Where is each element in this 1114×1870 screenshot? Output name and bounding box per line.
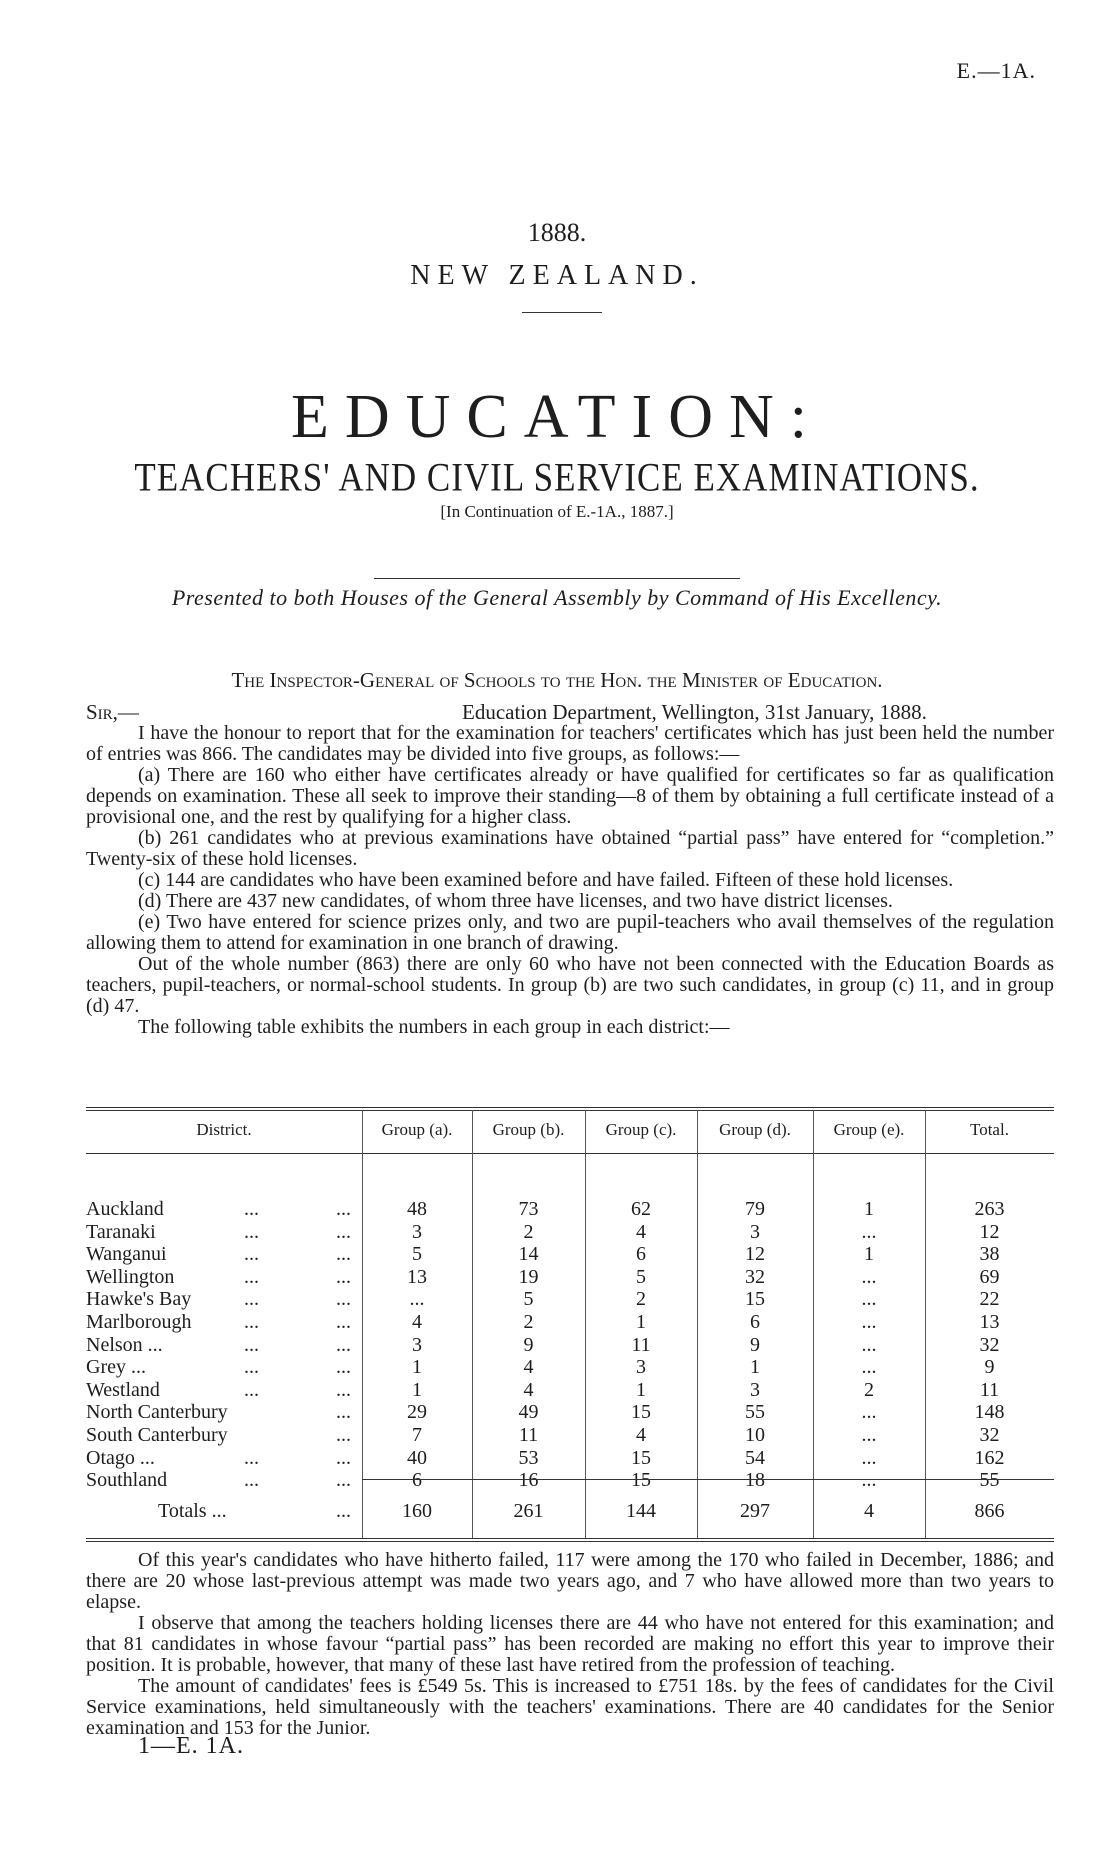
letter-body-continued (86, 1550, 1054, 1739)
column-header-group-a: Group (a). (381, 1120, 453, 1139)
column-header-group-d: Group (d). (719, 1120, 791, 1139)
paragraph: (d) There are 437 new candidates, of whom three have licenses, and two have district licenses. (138, 890, 893, 912)
value-cell-b: 9 (523, 1333, 534, 1356)
leader-dots: ... (336, 1198, 351, 1220)
value-cell-b: 14 (518, 1243, 539, 1266)
leader-dots: ... (336, 1446, 351, 1469)
paragraph: (e) Two have entered for science prizes only, and two are pupil-teachers who avail themselves of the regulation allowing them to attend for examination in one branch of drawing. (86, 911, 1054, 954)
leader-dots: ... (244, 1356, 259, 1379)
value-cell-c: 15 (631, 1469, 651, 1492)
value-cell-e: ... (861, 1288, 877, 1311)
value-cell-e: ... (861, 1265, 877, 1288)
table-row (86, 1424, 1054, 1446)
table-rule (86, 1538, 1054, 1539)
value-cell-e: ... (861, 1446, 877, 1469)
value-cell-a: 3 (412, 1220, 422, 1243)
document-year: 1888. (527, 218, 587, 247)
district-cell: Nelson ... (86, 1333, 163, 1356)
totals-row (86, 1500, 1054, 1522)
value-cell-total: 69 (979, 1265, 1000, 1288)
district-cell: Hawke's Bay (86, 1288, 192, 1311)
column-header-group-b: Group (b). (492, 1120, 565, 1139)
value-cell-b: 4 (523, 1378, 534, 1401)
document-title: EDUCATION: (291, 383, 823, 451)
district-cell: Westland (86, 1378, 160, 1401)
value-cell-a: 29 (407, 1401, 427, 1424)
value-cell-d: 55 (745, 1401, 765, 1424)
value-cell-total: 12 (979, 1220, 1000, 1243)
continuation-note: [In Continuation of E.-1A., 1887.] (440, 502, 674, 521)
table-row (86, 1356, 1054, 1378)
value-cell-c: 4 (636, 1424, 646, 1446)
value-cell-a: 40 (407, 1446, 427, 1469)
dateline: Education Department, Wellington, 31st January, 1888. (462, 700, 927, 724)
value-cell-total: 148 (974, 1401, 1005, 1424)
district-cell: Wellington (86, 1265, 175, 1288)
value-cell-b: 53 (518, 1446, 539, 1469)
value-cell-c: 1 (636, 1311, 646, 1333)
footer-page-ref: 1—E. 1A. (138, 1733, 244, 1759)
leader-dots: ... (244, 1446, 259, 1469)
district-cell: Auckland (86, 1198, 164, 1220)
table-row (86, 1469, 1054, 1491)
value-cell-b: 73 (518, 1198, 539, 1220)
district-cell: North Canterbury (86, 1401, 228, 1424)
table-rule (86, 1541, 1054, 1542)
value-cell-b: 16 (518, 1469, 539, 1492)
value-cell-total: 162 (974, 1446, 1005, 1469)
leader-dots: ... (336, 1288, 351, 1311)
table-row (86, 1379, 1054, 1401)
value-cell-a: 7 (412, 1424, 422, 1446)
value-cell-e: ... (861, 1311, 877, 1333)
value-cell-d: 54 (745, 1446, 765, 1469)
value-cell-d: 3 (750, 1378, 760, 1401)
district-cell: South Canterbury (86, 1424, 228, 1446)
column-header-total: Total. (970, 1120, 1009, 1139)
value-cell-e: ... (861, 1424, 877, 1446)
leader-dots: ... (244, 1378, 259, 1401)
value-cell-d: 32 (745, 1265, 765, 1288)
paragraph: The following table exhibits the numbers in each group in each district:— (138, 1016, 730, 1038)
leader-dots: ... (336, 1265, 351, 1288)
value-cell-e: ... (861, 1333, 877, 1356)
table-row (86, 1266, 1054, 1288)
leader-dots: ... (244, 1311, 259, 1333)
table-row (86, 1243, 1054, 1265)
value-cell-d: 15 (745, 1288, 765, 1311)
paragraph: Of this year's candidates who have hitherto failed, 117 were among the 170 who failed in December, 1886; and there are 20 whose last-previous attempt was made two years ago, and 7 who have allowed more than two years to elapse. (86, 1549, 1054, 1613)
document-subtitle: TEACHERS' AND CIVIL SERVICE EXAMINATIONS. (134, 455, 980, 500)
leader-dots: ... (336, 1311, 351, 1333)
divider (374, 578, 740, 579)
value-cell-a: ... (409, 1288, 425, 1311)
total-cell-e: 4 (864, 1500, 874, 1522)
value-cell-c: 15 (631, 1401, 651, 1424)
district-cell: Marlborough (86, 1311, 192, 1333)
paragraph: I observe that among the teachers holding licenses there are 44 who have not entered for this examination; and that 81 candidates in whose favour “partial pass” has been recorded are making no effort this year to improve their position. It is probable, however, that many of these last have retired from the profession of teaching. (86, 1612, 1054, 1676)
value-cell-e: 2 (864, 1378, 874, 1401)
leader-dots: ... (244, 1243, 259, 1266)
value-cell-c: 1 (636, 1378, 646, 1401)
value-cell-a: 5 (412, 1243, 422, 1266)
total-cell-total: 866 (974, 1500, 1005, 1522)
table-rule (86, 1110, 1054, 1111)
value-cell-d: 3 (750, 1220, 760, 1243)
district-cell: Taranaki (86, 1220, 156, 1243)
value-cell-e: ... (861, 1220, 877, 1243)
value-cell-total: 263 (974, 1198, 1005, 1220)
value-cell-c: 3 (636, 1356, 646, 1379)
totals-label: Totals ... (158, 1500, 227, 1522)
value-cell-a: 48 (407, 1198, 427, 1220)
leader-dots: ... (244, 1265, 259, 1288)
table-rule (86, 1107, 1054, 1108)
country-name: NEW ZEALAND. (410, 260, 704, 291)
value-cell-total: 22 (979, 1288, 1000, 1311)
district-cell: Otago ... (86, 1446, 155, 1469)
table-row (86, 1334, 1054, 1356)
leader-dots: ... (244, 1198, 259, 1220)
value-cell-b: 11 (518, 1424, 539, 1446)
column-header-group-c: Group (c). (605, 1120, 677, 1139)
value-cell-total: 32 (979, 1424, 1000, 1446)
value-cell-d: 10 (745, 1424, 765, 1446)
table-row (86, 1447, 1054, 1469)
column-header-district: District. (196, 1120, 252, 1139)
paragraph: Out of the whole number (863) there are only 60 who have not been connected with the Education Boards as teachers, pupil-teachers, or normal-school students. In group (b) are two such candidates, in group (c) 11, and in group (d) 47. (86, 953, 1054, 1017)
table-row (86, 1311, 1054, 1333)
table-row (86, 1198, 1054, 1220)
total-cell-a: 160 (402, 1500, 432, 1522)
district-cell: Wanganui (86, 1243, 167, 1266)
paragraph: (a) There are 160 who either have certificates already or have qualified for certificates so far as qualification depends on examination. These all seek to improve their standing—8 of them by obtaining a full certificate instead of a provisional one, and the rest by qualifying for a higher class. (86, 764, 1054, 828)
value-cell-c: 6 (636, 1243, 646, 1266)
value-cell-c: 11 (631, 1333, 651, 1356)
value-cell-total: 55 (979, 1469, 1000, 1492)
paragraph: The amount of candidates' fees is £549 5s. This is increased to £751 18s. by the fees of candidates for the Civil Service examinations, held simultaneously with the teachers' examinations. There are 40 candidates for the Senior examination and 153 for the Junior. (86, 1675, 1054, 1739)
divider (522, 312, 602, 313)
value-cell-total: 9 (984, 1356, 995, 1379)
district-cell: Southland (86, 1469, 168, 1492)
value-cell-b: 5 (523, 1288, 534, 1311)
value-cell-e: 1 (864, 1198, 874, 1220)
leader-dots: ... (244, 1469, 259, 1492)
table-rule (86, 1153, 1054, 1154)
leader-dots: ... (244, 1333, 259, 1356)
letter-body (86, 723, 1054, 1038)
salutation: Sir,— (86, 700, 139, 724)
value-cell-b: 4 (523, 1356, 534, 1379)
value-cell-total: 13 (979, 1311, 1000, 1333)
value-cell-a: 4 (412, 1311, 422, 1333)
value-cell-d: 12 (745, 1243, 765, 1266)
table-row (86, 1288, 1054, 1310)
value-cell-e: ... (861, 1401, 877, 1424)
value-cell-a: 1 (412, 1356, 422, 1379)
paragraph: (c) 144 are candidates who have been examined before and have failed. Fifteen of these hold licenses. (138, 869, 954, 891)
value-cell-total: 38 (979, 1243, 1000, 1266)
value-cell-b: 49 (518, 1401, 539, 1424)
value-cell-c: 15 (631, 1446, 651, 1469)
value-cell-total: 32 (979, 1333, 1000, 1356)
leader-dots: ... (336, 1243, 351, 1266)
leader-dots: ... (336, 1401, 351, 1424)
leader-dots: ... (336, 1424, 351, 1446)
paragraph: I have the honour to report that for the examination for teachers' certificates which has just been held the number of entries was 866. The candidates may be divided into five groups, as follows:— (86, 722, 1054, 765)
leader-dots: ... (336, 1378, 351, 1401)
value-cell-b: 2 (523, 1220, 534, 1243)
value-cell-total: 11 (979, 1378, 1000, 1401)
total-cell-d: 297 (740, 1500, 770, 1522)
presented-line: Presented to both Houses of the General Assembly by Command of His Excellency. (171, 585, 943, 610)
value-cell-b: 19 (518, 1265, 539, 1288)
leader-dots: ... (244, 1220, 259, 1243)
page-reference: E.—1A. (956, 58, 1036, 83)
leader-dots: ... (336, 1500, 351, 1522)
value-cell-a: 3 (412, 1333, 422, 1356)
leader-dots: ... (336, 1469, 351, 1492)
value-cell-e: ... (861, 1356, 877, 1379)
letter-heading: The Inspector-General of Schools to the Hon. the Minister of Education. (231, 668, 883, 692)
district-cell: Grey ... (86, 1356, 146, 1379)
value-cell-c: 62 (631, 1198, 651, 1220)
total-cell-c: 144 (626, 1500, 656, 1522)
value-cell-a: 1 (412, 1378, 422, 1401)
value-cell-c: 4 (636, 1220, 646, 1243)
value-cell-d: 1 (750, 1356, 760, 1379)
value-cell-d: 9 (750, 1333, 760, 1356)
column-header-group-e: Group (e). (833, 1120, 905, 1139)
leader-dots: ... (244, 1288, 259, 1311)
value-cell-d: 6 (750, 1311, 760, 1333)
table-row (86, 1401, 1054, 1423)
leader-dots: ... (336, 1333, 351, 1356)
value-cell-c: 2 (636, 1288, 646, 1311)
value-cell-d: 18 (745, 1469, 765, 1492)
paragraph: (b) 261 candidates who at previous examinations have obtained “partial pass” have entered for “completion.” Twenty-six of these hold licenses. (86, 827, 1054, 870)
value-cell-b: 2 (523, 1311, 534, 1333)
value-cell-a: 13 (407, 1265, 427, 1288)
total-cell-b: 261 (513, 1500, 544, 1522)
leader-dots: ... (336, 1220, 351, 1243)
value-cell-e: 1 (864, 1243, 874, 1266)
leader-dots: ... (336, 1356, 351, 1379)
value-cell-d: 79 (745, 1198, 765, 1220)
value-cell-e: ... (861, 1469, 877, 1492)
totals-rule (362, 1479, 1054, 1480)
value-cell-c: 5 (636, 1265, 646, 1288)
value-cell-a: 6 (412, 1469, 422, 1492)
table-row (86, 1221, 1054, 1243)
